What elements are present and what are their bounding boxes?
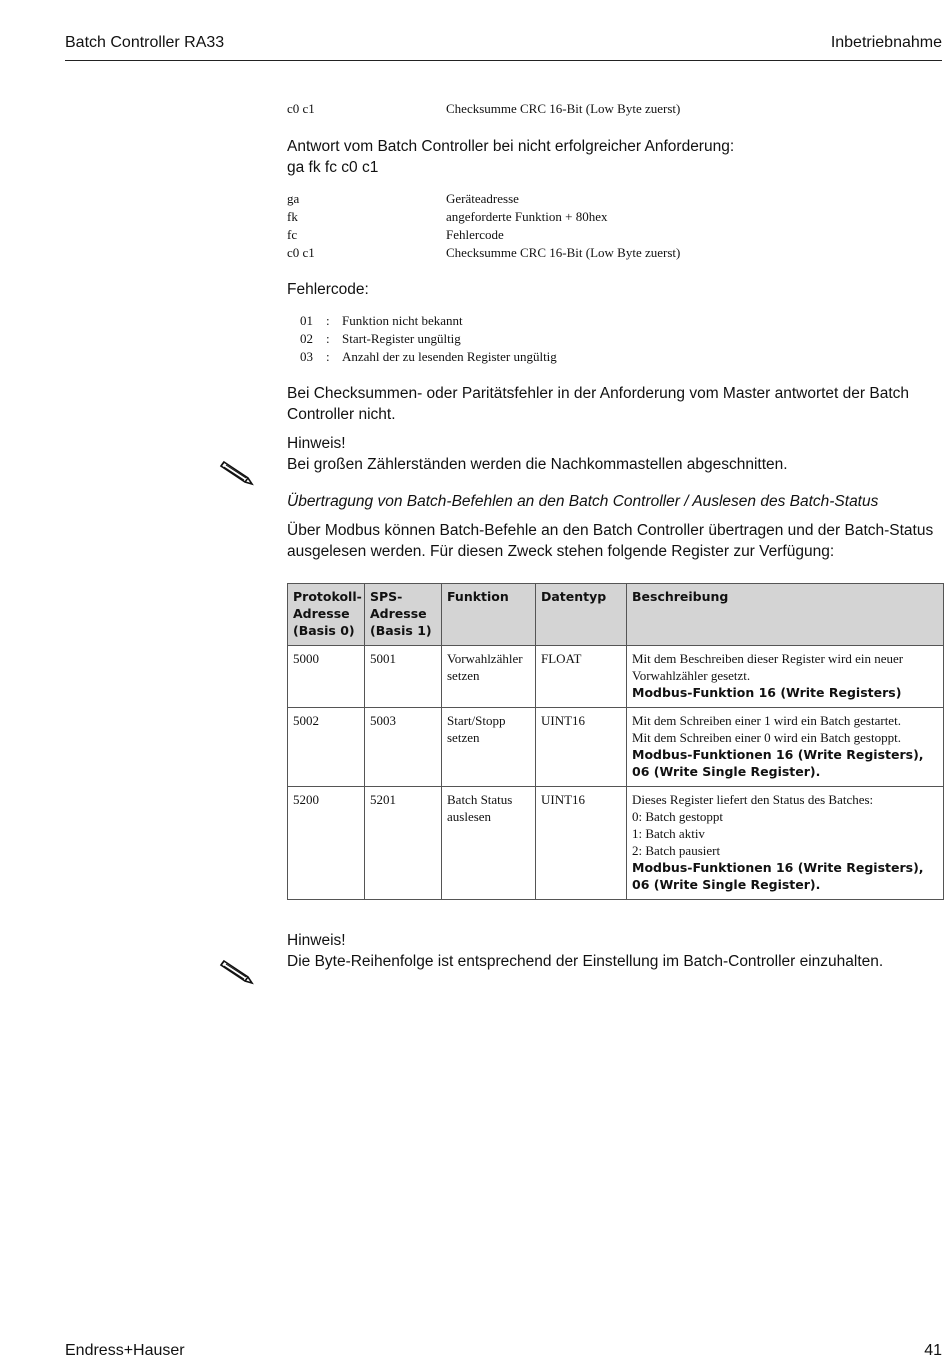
datatype-cell: UINT16 bbox=[536, 708, 627, 787]
sps-address-cell: 5003 bbox=[365, 708, 442, 787]
description-cell bbox=[627, 787, 944, 900]
list-item: 03 : Anzahl der zu lesenden Register ungültig bbox=[300, 349, 557, 364]
table-row bbox=[288, 708, 944, 787]
note-text: Bei großen Zählerständen werden die Nachkommastellen abgeschnitten. bbox=[287, 456, 788, 473]
description-line: 2: Batch pausiert bbox=[632, 843, 721, 858]
error-response-fields bbox=[287, 190, 942, 262]
page-header bbox=[65, 32, 942, 61]
description-line: 1: Batch aktiv bbox=[632, 826, 705, 841]
error-codes-heading: Fehlercode: bbox=[287, 281, 369, 298]
description-cell bbox=[627, 646, 944, 708]
definition-value: Fehlercode bbox=[446, 227, 504, 242]
description-line: 0: Batch gestoppt bbox=[632, 809, 723, 824]
definition-key: ga bbox=[287, 191, 300, 206]
list-item: 02 : Start-Register ungültig bbox=[300, 331, 461, 346]
definition-key: fk bbox=[287, 209, 298, 224]
sps-address-cell: 5201 bbox=[365, 787, 442, 900]
definition-key: c0 c1 bbox=[287, 101, 315, 116]
page-number: 41 bbox=[924, 1342, 942, 1359]
column-header: SPS-Adresse (Basis 1) bbox=[365, 584, 442, 646]
definition-value: Checksumme CRC 16-Bit (Low Byte zuerst) bbox=[446, 101, 681, 116]
description-line: Mit dem Schreiben einer 0 wird ein Batch gestoppt. bbox=[632, 730, 901, 745]
description-line: Mit dem Beschreiben dieser Register wird ein neuer Vorwahlzähler gesetzt. bbox=[632, 651, 904, 683]
definition-value: Geräteadresse bbox=[446, 191, 519, 206]
definition-key: fc bbox=[287, 227, 298, 242]
description-line: Dieses Register liefert den Status des Batches: bbox=[632, 792, 874, 807]
function-cell: Vorwahlzähler setzen bbox=[442, 646, 536, 708]
column-header: Funktion bbox=[442, 584, 536, 646]
note-title: Hinweis! bbox=[287, 932, 346, 949]
protocol-address-cell: 5002 bbox=[288, 708, 365, 787]
description-cell bbox=[627, 708, 944, 787]
brand-name: Endress+Hauser bbox=[65, 1342, 185, 1359]
definition-value: angeforderte Funktion + 80hex bbox=[446, 209, 608, 224]
modbus-function-text: Modbus-Funktionen 16 (Write Registers), 06 (Write Single Register). bbox=[632, 747, 924, 779]
protocol-address-cell: 5200 bbox=[288, 787, 365, 900]
pencil-note-icon bbox=[218, 955, 258, 985]
checksum-paragraph: Bei Checksummen- oder Paritätsfehler in der Anforderung vom Master antwortet der Batch Controller nicht. bbox=[287, 385, 910, 423]
column-header: Datentyp bbox=[536, 584, 627, 646]
column-header: Beschreibung bbox=[627, 584, 944, 646]
protocol-address-cell: 5000 bbox=[288, 646, 365, 708]
column-header: Protokoll-Adresse (Basis 0) bbox=[288, 584, 365, 646]
datatype-cell: UINT16 bbox=[536, 787, 627, 900]
error-response-heading: Antwort vom Batch Controller bei nicht erfolgreicher Anforderung: bbox=[287, 138, 735, 155]
description-line: Mit dem Schreiben einer 1 wird ein Batch gestartet. bbox=[632, 713, 901, 728]
error-code-list bbox=[300, 312, 942, 366]
modbus-function-text: Modbus-Funktion 16 (Write Registers) bbox=[632, 685, 902, 700]
definition-key: c0 c1 bbox=[287, 245, 315, 260]
table-row bbox=[288, 646, 944, 708]
note-text: Die Byte-Reihenfolge ist entsprechend der Einstellung im Batch-Controller einzuhalten. bbox=[287, 953, 884, 970]
section-heading: Übertragung von Batch-Befehlen an den Batch Controller / Auslesen des Batch-Status bbox=[287, 493, 879, 510]
function-cell: Start/Stopp setzen bbox=[442, 708, 536, 787]
main-content bbox=[287, 100, 942, 972]
document-title: Batch Controller RA33 bbox=[65, 34, 225, 51]
section-title: Inbetriebnahme bbox=[830, 34, 942, 51]
error-response-format: ga fk fc c0 c1 bbox=[287, 159, 379, 176]
pencil-note-icon bbox=[218, 456, 258, 486]
crc-definition bbox=[287, 100, 942, 118]
datatype-cell: FLOAT bbox=[536, 646, 627, 708]
list-item: 01 : Funktion nicht bekannt bbox=[300, 313, 463, 328]
modbus-function-text: Modbus-Funktionen 16 (Write Registers), 06 (Write Single Register). bbox=[632, 860, 924, 892]
table-row bbox=[288, 787, 944, 900]
note-title: Hinweis! bbox=[287, 435, 346, 452]
definition-value: Checksumme CRC 16-Bit (Low Byte zuerst) bbox=[446, 245, 681, 260]
sps-address-cell: 5001 bbox=[365, 646, 442, 708]
register-table bbox=[287, 583, 944, 900]
table-header-row bbox=[288, 584, 944, 646]
function-cell: Batch Status auslesen bbox=[442, 787, 536, 900]
section-intro: Über Modbus können Batch-Befehle an den Batch Controller übertragen und der Batch-Status ausgelesen werden. Für diesen Zweck stehen folgende Register zur Verfügung: bbox=[287, 522, 934, 560]
